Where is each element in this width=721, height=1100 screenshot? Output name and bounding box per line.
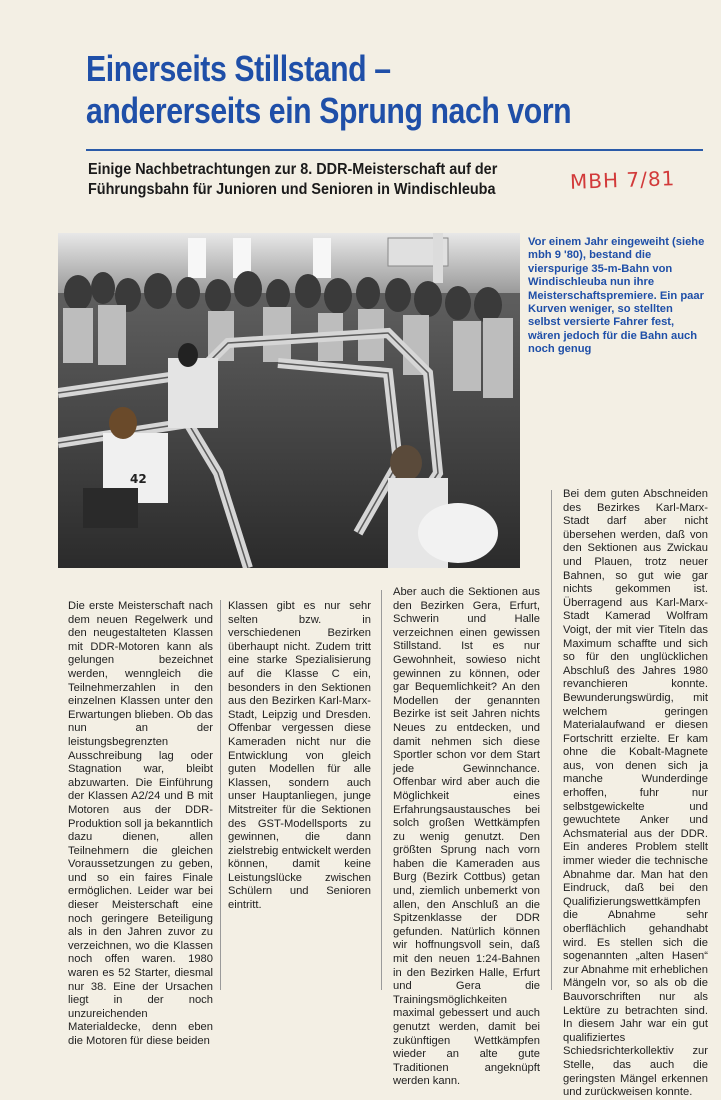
title-line-2: andererseits ein Sprung nach vorn [86, 90, 572, 131]
handwritten-note: MBH 7/81 [569, 166, 676, 194]
title-line-1: Einerseits Stillstand – [86, 48, 391, 89]
article-subtitle [88, 160, 525, 200]
photo-caption: Vor einem Jahr eingeweiht (siehe mbh 9 '80), bestand die vierspurige 35-m-Bahn von Windischleuba nun ihre Meisterschaftspremiere. Ein paar Kurven weniger, so stellten selbst versierte Fahrer fest, wären jedoch für die Bahn auch noch genug [528, 236, 705, 356]
article-column-4: Bei dem guten Abschneiden des Bezirkes Karl-Marx-Stadt darf aber nicht übersehen werden, daß von den Sektionen aus Zwickau und Plauen, trotz neuer Bahnen, so gut wie gar nichts gekommen ist. Überragend aus Karl-Marx-Stadt Kamerad Wolfram Voigt, der mit vier Titeln das Maximum schaffte und sich so für den unglücklichen Abschluß des Jahres 1980 revanchieren konnte. Bewunderungswürdig, mit welchem geringen Materialaufwand er diesen Fortschritt erzielte. Er kam ohne die Kobalt-Magnete aus, von denen sich ja manche Wunderdinge erhoffen, fuhr nur selbstgewickelte und gewuchtete Anker und Achsmaterial aus der DDR. Ein anderes Problem stellt immer wieder die technische Abnahme dar. Man hat den Eindruck, daß bei den Qualifizierungswettkämpfen die Abnahme sehr oberflächlich gehandhabt wird. Es stellen sich die sogenannten „alten Hasen“ zur Abnahme mit erheblichen Mängeln vor, so als ob die Bauvorschriften nur als Lektüre zu betrachten sind. In diesem Jahr war ein gut qualifiziertes Schiedsrichterkollektiv zur Stelle, das auch die geringsten Mängel erkennen und zurückweisen konnte. [563, 488, 708, 1099]
column-divider [551, 490, 552, 990]
article-column-1: Die erste Meisterschaft nach dem neuen Regelwerk und den neugestalteten Klassen mit DDR-Motoren kann als gelungen bezeichnet werden, wenngleich die Teilnehmerzahlen in den einzelnen Klassen unter den Erwartungen blieben. Ob das nun an der leistungsbegrenzten Ausschreibung lag oder Stagnation war, bleibt abzuwarten. Die Einführung der Klassen A2/24 und B mit Motoren aus der DDR-Produktion soll ja bekanntlich dazu dienen, allen Teilnehmern die gleichen Voraussetzungen zu geben, und so ein faires Finale ermöglichen. Leider war bei dieser Meisterschaft eine noch geringere Beteiligung als in den Jahren zuvor zu verzeichnen, wo die Klassen noch offen waren. 1980 waren es 52 Starter, diesmal nur 38. Eine der Ursachen liegt in der noch unzureichenden Materialdecke, denn eben die Motoren für diese beiden [68, 600, 213, 1047]
article-column-3: Aber auch die Sektionen aus den Bezirken Gera, Erfurt, Schwerin und Halle verzeichnen einen gewissen Stillstand. Ist es nur Gewohnheit, sowieso nicht gewinnen zu können, oder gar Bequemlichkeit? An den Modellen der genannten Bezirke ist seit Jahren nichts Neues zu entdecken, und damit nehmen sich diese Sportler schon vor dem Start jede Gewinnchance. Offenbar wird aber auch die Möglichkeit eines Erfahrungsaustausches bei solch großen Wettkämpfen zu wenig genutzt. Den größten Sprung nach vorn haben die Kameraden aus Burg (Bezirk Cottbus) getan und, ziemlich unbemerkt von allen, den Anschluß an die Spitzenklasse der DDR gefunden. Natürlich können wir hoffnungsvoll sein, daß mit den neuen 1:24-Bahnen in den Bezirken Halle, Erfurt und Gera die Trainingsmöglichkeiten maximal gebessert und auch genutzt werden, damit bei zukünftigen Wettkämpfen wieder an alte gute Traditionen angeknüpft werden kann. [393, 586, 540, 1088]
title-rule [86, 149, 703, 151]
shirt-number: 42 [130, 472, 147, 486]
subtitle-line-2: Führungsbahn für Junioren und Senioren in Windischleuba [88, 181, 496, 198]
photo-illustration [58, 233, 520, 568]
article-title [86, 48, 590, 132]
column-divider [220, 600, 221, 990]
article-column-2: Klassen gibt es nur sehr selten bzw. in verschiedenen Bezirken überhaupt nicht. Zudem tritt eine starke Spezialisierung auf die Klasse C ein, besonders in den Sektionen aus den Bezirken Karl-Marx-Stadt, Leipzig und Dresden. Offenbar vergessen diese Kameraden nicht nur die Entwicklung von gleich guten Modellen für alle Klassen, sondern auch unser Hauptanliegen, junge Mitstreiter für die Sektionen des GST-Modellsports zu gewinnen, die dann zielstrebig entwickelt werden können, damit keine Leistungslücke zwischen Schülern und Senioren eintritt. [228, 600, 371, 912]
column-divider [381, 590, 382, 990]
subtitle-line-1: Einige Nachbetrachtungen zur 8. DDR-Meisterschaft auf der [88, 161, 498, 178]
race-track-photo [58, 233, 520, 568]
